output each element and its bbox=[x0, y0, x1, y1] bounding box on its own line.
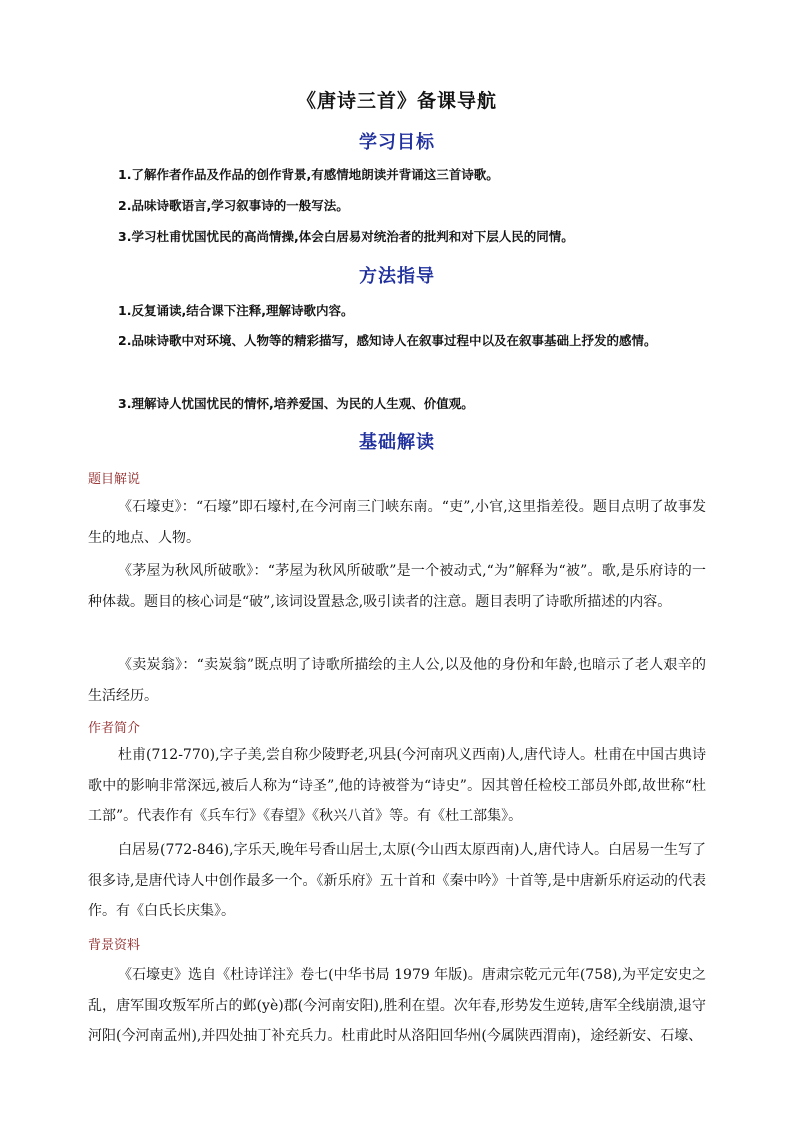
paragraph-shihaoli-title: 《石壕吏》：“石壕”即石壕村,在今河南三门峡东南。“吏”,小官,这里指差役。题目点明了故事发生的地点、人物。 bbox=[88, 499, 706, 546]
section-heading-basic-reading: 基础解读 bbox=[359, 432, 435, 453]
subheading-background: 背景资料 bbox=[88, 938, 141, 953]
paragraph-maowu-title: 《茅屋为秋风所破歌》：“茅屋为秋风所破歌”是一个被动式,“为”解释为“被”。歌,是乐府诗的一种体裁。题目的核心词是“破”,该词设置悬念,吸引读者的注意。题目表明了诗歌所描述的内容。 bbox=[88, 563, 706, 610]
section-heading-learning-goals: 学习目标 bbox=[359, 132, 435, 153]
document-title: 《唐诗三首》备课导航 bbox=[296, 90, 497, 112]
paragraph-baijuyi: 白居易(772-846),字乐天,晚年号香山居士,太原(今山西太原西南)人,唐代诗人。白居易一生写了很多诗,是唐代诗人中创作最多一个。《新乐府》五十首和《秦中吟》十首等,是中唐新乐府运动的代表作。有《白氏长庆集》。 bbox=[88, 842, 706, 919]
method-item-2: 2.品味诗歌中对环境、人物等的精彩描写，感知诗人在叙事过程中以及在叙事基础上抒发的感情。 bbox=[118, 333, 657, 348]
subheading-title-explain: 题目解说 bbox=[88, 472, 141, 487]
method-item-1: 1.反复诵读,结合课下注释,理解诗歌内容。 bbox=[118, 303, 354, 318]
paragraph-background: 《石壕吏》选自《杜诗详注》卷七(中华书局 1979 年版)。唐肃宗乾元元年(758),为平定安史之乱，唐军围攻叛军所占的邺(yè)郡(今河南安阳),胜利在望。次年春,形势发生逆转,唐军全线崩溃,退守河阳(今河南孟州),并四处抽丁补充兵力。杜甫此时从洛阳回华州(今属陕西渭南)，途经新安、石壕、 bbox=[88, 967, 706, 1044]
subheading-author-intro: 作者简介 bbox=[88, 721, 141, 736]
method-item-3: 3.理解诗人忧国忧民的情怀,培养爱国、为民的人生观、价值观。 bbox=[118, 396, 474, 411]
goal-item-1: 1.了解作者作品及作品的创作背景,有感情地朗读并背诵这三首诗歌。 bbox=[118, 167, 499, 182]
paragraph-maitanweng-title: 《卖炭翁》：“卖炭翁”既点明了诗歌所描绘的主人公,以及他的身份和年龄,也暗示了老人艰辛的生活经历。 bbox=[88, 657, 706, 704]
paragraph-dufu: 杜甫(712-770),字子美,尝自称少陵野老,巩县(今河南巩义西南)人,唐代诗人。杜甫在中国古典诗歌中的影响非常深远,被后人称为“诗圣”,他的诗被誉为“诗史”。因其曾任检校工部员外郎,故世称“杜工部”。代表作有《兵车行》《春望》《秋兴八首》等。有《杜工部集》。 bbox=[88, 747, 706, 824]
goal-item-3: 3.学习杜甫忧国忧民的高尚情操,体会白居易对统治者的批判和对下层人民的同情。 bbox=[118, 229, 574, 244]
section-heading-method-guide: 方法指导 bbox=[359, 266, 435, 287]
goal-item-2: 2.品味诗歌语言,学习叙事诗的一般写法。 bbox=[118, 198, 349, 213]
